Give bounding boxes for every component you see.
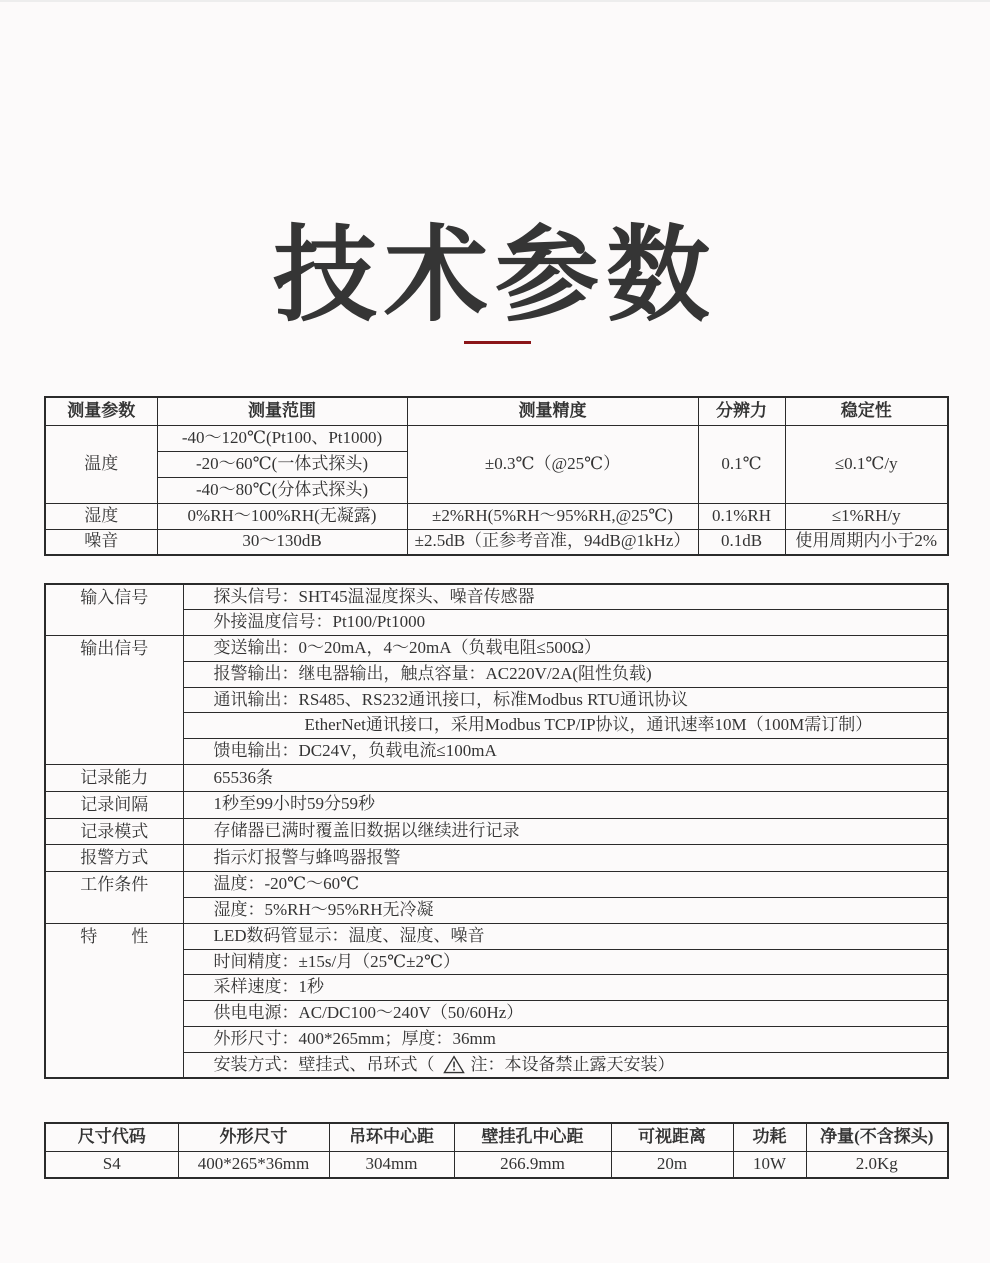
spec-line: 供电电源：AC/DC100～240V（50/60Hz） [183, 1001, 948, 1027]
range-cell: -20～60℃(一体式探头) [157, 451, 407, 477]
table-header-row [45, 1123, 948, 1151]
table-row [45, 818, 948, 845]
param-cell: 湿度 [45, 503, 157, 529]
range-cell: -40～120℃(Pt100、Pt1000) [157, 425, 407, 451]
table-row [45, 584, 948, 610]
group-label: 记录模式 [45, 818, 183, 845]
column-header: 尺寸代码 [45, 1123, 178, 1151]
column-header: 稳定性 [785, 397, 948, 425]
spec-line: 探头信号：SHT45温湿度探头、噪音传感器 [183, 584, 948, 610]
size-value-cell: 266.9mm [454, 1151, 611, 1178]
size-table [44, 1122, 949, 1179]
title-divider [464, 341, 531, 344]
size-value-cell: 10W [733, 1151, 806, 1178]
stability-cell: 使用周期内小于2% [785, 529, 948, 555]
spec-line: 变送输出：0～20mA，4～20mA（负载电阻≤500Ω） [183, 636, 948, 662]
measurement-table-header [45, 397, 948, 425]
range-cell: 0%RH～100%RH(无凝露) [157, 503, 407, 529]
measurement-table [44, 396, 949, 556]
size-value-cell: 304mm [329, 1151, 454, 1178]
group-label: 记录能力 [45, 765, 183, 792]
spec-line: 馈电输出：DC24V，负载电流≤100mA [183, 739, 948, 765]
table-row [45, 636, 948, 662]
accuracy-cell: ±0.3℃（@25℃） [407, 425, 698, 503]
group-label: 记录间隔 [45, 791, 183, 818]
column-header: 分辨力 [698, 397, 785, 425]
table-row [45, 1151, 948, 1178]
size-value-cell: S4 [45, 1151, 178, 1178]
size-value-cell: 20m [611, 1151, 733, 1178]
resolution-cell: 0.1dB [698, 529, 785, 555]
table-row [45, 425, 948, 451]
spec-line: 指示灯报警与蜂鸣器报警 [183, 845, 948, 872]
detail-table-body [45, 584, 948, 1078]
spec-line: 湿度：5%RH～95%RH无冷凝 [183, 898, 948, 924]
size-table-body [45, 1151, 948, 1178]
resolution-cell: 0.1%RH [698, 503, 785, 529]
column-header: 测量范围 [157, 397, 407, 425]
accuracy-cell: ±2.5dB（正参考音准，94dB@1kHz） [407, 529, 698, 555]
spec-line: EtherNet通讯接口，采用Modbus TCP/IP协议，通讯速率10M（100M需订制） [183, 713, 948, 739]
group-label: 工作条件 [45, 872, 183, 924]
column-header: 测量精度 [407, 397, 698, 425]
spec-line: 时间精度：±15s/月（25℃±2℃） [183, 949, 948, 975]
spec-line: 65536条 [183, 765, 948, 792]
page-top-strip [0, 0, 990, 2]
resolution-cell: 0.1℃ [698, 425, 785, 503]
table-row [45, 529, 948, 555]
table-row [45, 845, 948, 872]
table-header-row [45, 397, 948, 425]
spec-line: 采样速度：1秒 [183, 975, 948, 1001]
install-line-suffix: 注：本设备禁止露天安装） [470, 1054, 675, 1074]
param-cell: 温度 [45, 425, 157, 503]
page-title: 技术参数 [272, 217, 717, 334]
stability-cell: ≤1%RH/y [785, 503, 948, 529]
detail-table [44, 583, 949, 1079]
install-line-prefix: 安装方式：壁挂式、吊环式（ [213, 1054, 435, 1074]
warning-triangle-icon [443, 1055, 465, 1074]
size-value-cell: 2.0Kg [806, 1151, 948, 1178]
spec-line: 1秒至99小时59分59秒 [183, 791, 948, 818]
spec-line: LED数码管显示：温度、湿度、噪音 [183, 923, 948, 949]
range-cell: -40～80℃(分体式探头) [157, 477, 407, 503]
table-row [45, 923, 948, 949]
size-table-header [45, 1123, 948, 1151]
column-header: 壁挂孔中心距 [454, 1123, 611, 1151]
spec-line: 报警输出：继电器输出，触点容量：AC220V/2A(阻性负载) [183, 661, 948, 687]
size-value-cell: 400*265*36mm [178, 1151, 329, 1178]
spec-line: 存储器已满时覆盖旧数据以继续进行记录 [183, 818, 948, 845]
spec-line [183, 1052, 948, 1078]
column-header: 外形尺寸 [178, 1123, 329, 1151]
measurement-table-body [45, 425, 948, 555]
spec-line: 通讯输出：RS485、RS232通讯接口，标准Modbus RTU通讯协议 [183, 687, 948, 713]
table-row [45, 765, 948, 792]
column-header: 净量(不含探头) [806, 1123, 948, 1151]
spec-line: 外形尺寸：400*265mm；厚度：36mm [183, 1027, 948, 1053]
table-row [45, 791, 948, 818]
group-label: 报警方式 [45, 845, 183, 872]
spec-line: 外接温度信号：Pt100/Pt1000 [183, 610, 948, 636]
stability-cell: ≤0.1℃/y [785, 425, 948, 503]
accuracy-cell: ±2%RH(5%RH～95%RH,@25℃) [407, 503, 698, 529]
group-label: 特 性 [45, 923, 183, 1078]
column-header: 测量参数 [45, 397, 157, 425]
column-header: 吊环中心距 [329, 1123, 454, 1151]
table-row [45, 503, 948, 529]
column-header: 功耗 [733, 1123, 806, 1151]
table-row [45, 872, 948, 898]
group-label: 输出信号 [45, 636, 183, 765]
range-cell: 30～130dB [157, 529, 407, 555]
param-cell: 噪音 [45, 529, 157, 555]
group-label: 输入信号 [45, 584, 183, 636]
spec-line: 温度：-20℃～60℃ [183, 872, 948, 898]
column-header: 可视距离 [611, 1123, 733, 1151]
